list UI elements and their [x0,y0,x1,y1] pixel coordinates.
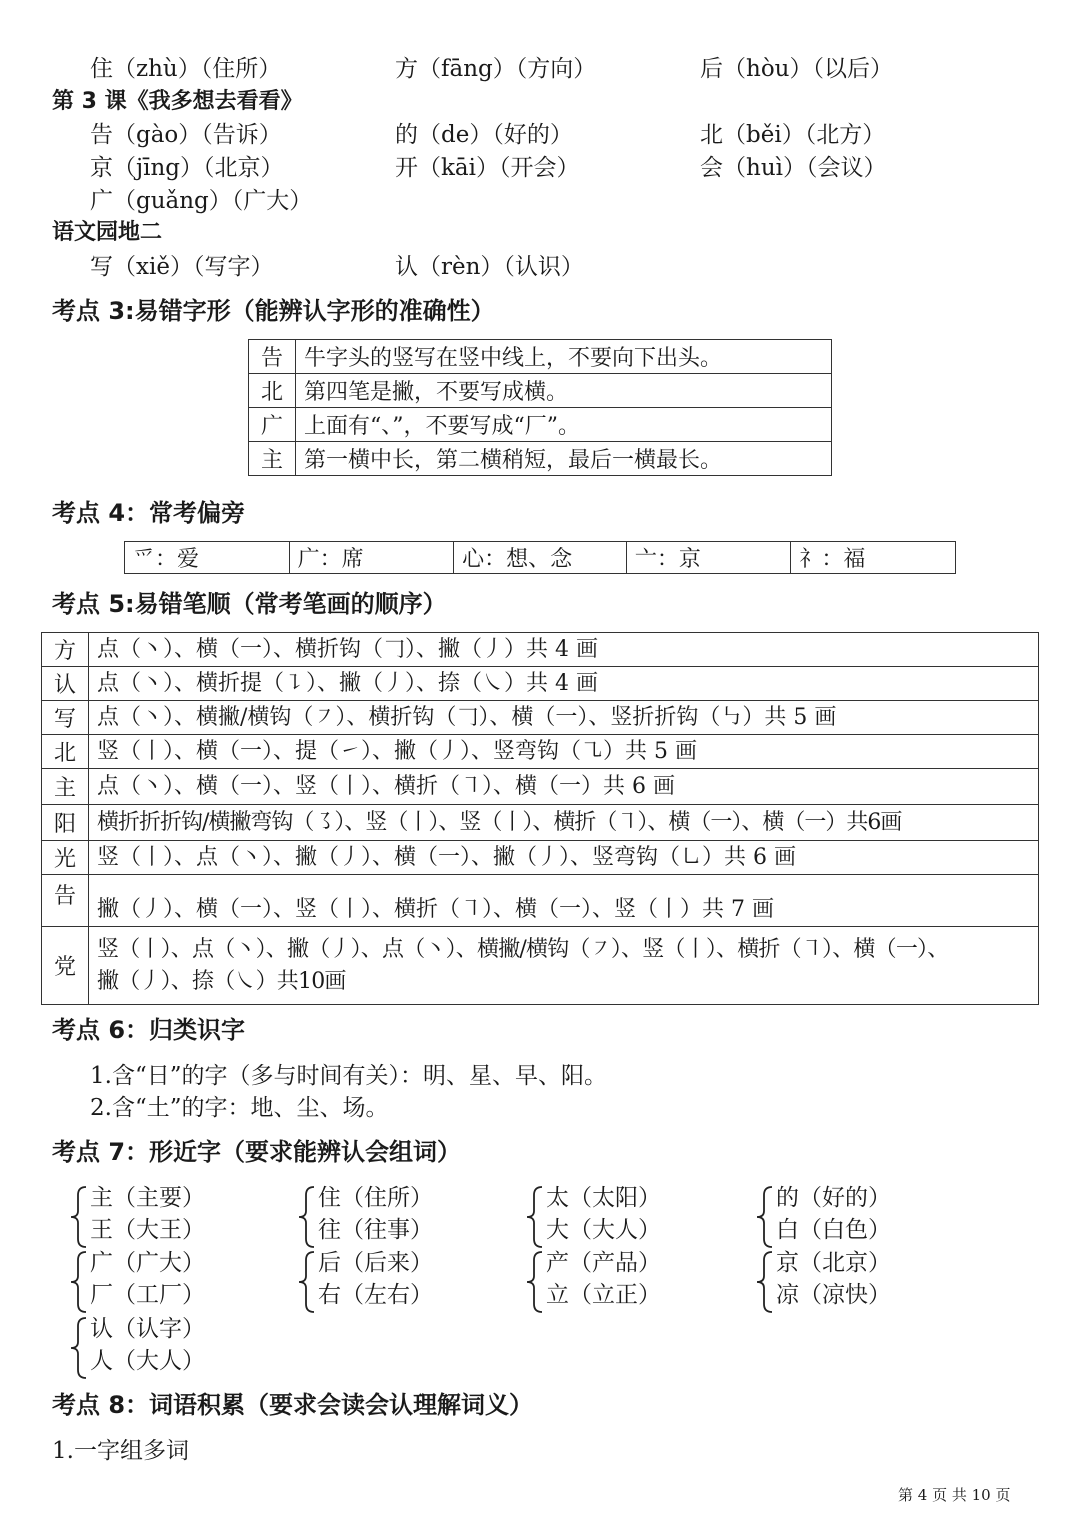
kd5-char: 告 [42,875,89,927]
kd5-stroke-line: 横折折折钩/横撇弯钩（㇌）、竖（丨）、竖（丨）、横折（㇕）、横（一）、横（一）共6画 [97,809,902,835]
kd5-table [41,632,1039,1005]
kd7-word: 广（广大） [90,1250,205,1276]
kd5-strokes [89,927,1039,1005]
lesson2-entry: 住（zhù）（住所） [90,56,282,82]
kd7-word: 白（白色） [776,1217,891,1243]
kd7-word: 立（立正） [546,1282,661,1308]
lesson3-entry: 北（běi）（北方） [700,122,886,148]
kd7-word: 右（左右） [318,1282,433,1308]
kd7-word: 后（后来） [318,1250,433,1276]
kd3-row [249,442,832,476]
kd4-cell: 亠：京 [626,542,791,574]
kd3-char: 告 [249,340,296,374]
kd4-cell: 广：席 [289,542,454,574]
kd7-word: 人（大人） [90,1348,205,1374]
kd5-row [42,667,1039,701]
brace-icon [524,1250,546,1314]
brace-icon [754,1250,776,1314]
kd5-stroke-line: 竖（丨）、横（一）、提（㇀）、撇（丿）、竖弯钩（㇈）共 5 画 [97,738,697,764]
kd7-word: 往（往事） [318,1217,433,1243]
kd3-row [249,374,832,408]
page-footer: 第 4 页 共 10 页 [898,1486,1011,1504]
lesson2-entry: 后（hòu）（以后） [700,56,893,82]
lesson3-title: 第 3 课《我多想去看看》 [52,89,303,114]
kd5-strokes [89,875,1039,927]
kd3-table [248,339,832,476]
kd7-title: 考点 7：形近字（要求能辨认会组词） [52,1138,462,1166]
kd5-strokes [89,735,1039,769]
kd5-stroke-line: 撇（丿）、捺（㇏）共10画 [97,968,346,994]
kd4-cell: 礻：福 [791,542,956,574]
kd5-char: 认 [42,667,89,701]
kd7-word: 太（太阳） [546,1185,661,1211]
kd3-note: 牛字头的竖写在竖中线上，不要向下出头。 [296,340,832,374]
kd7-word: 产（产品） [546,1250,661,1276]
kd5-row [42,769,1039,805]
kd3-note: 上面有“、”，不要写成“厂”。 [296,408,832,442]
brace-icon [68,1185,90,1249]
kd5-char: 光 [42,841,89,875]
kd3-note: 第一横中长，第二横稍短，最后一横最长。 [296,442,832,476]
kd5-row [42,701,1039,735]
kd7-word: 厂（工厂） [90,1282,205,1308]
kd3-char: 广 [249,408,296,442]
kd6-item-2: 2.含“土”的字：地、尘、场。 [90,1095,389,1121]
kd8-sub: 1.一字组多词 [52,1438,189,1464]
kd5-stroke-line: 竖（丨）、点（丶）、撇（丿）、横（一）、撇（丿）、竖弯钩（㇟）共 6 画 [97,844,796,870]
kd5-row [42,927,1039,1005]
kd5-row [42,875,1039,927]
lesson2-entry: 方（fāng）（方向） [395,56,597,82]
kd5-title: 考点 5:易错笔顺（常考笔画的顺序） [52,590,447,618]
kd5-stroke-line: 撇（丿）、横（一）、竖（丨）、横折（㇕）、横（一）、竖（丨）共 7 画 [97,897,774,922]
kd7-word: 认（认字） [90,1316,205,1342]
brace-icon [754,1185,776,1249]
kd4-table [124,541,956,574]
kd5-stroke-line: 竖（丨）、点（丶）、撇（丿）、点（丶）、横撇/横钩（㇇）、竖（丨）、横折（㇕）、横（一）、 [97,936,949,962]
lesson3-entry: 广（guǎng）（广大） [90,188,313,214]
kd5-char: 主 [42,769,89,805]
lesson3-entry: 会（huì）（会议） [700,155,887,181]
garden2-entry: 认（rèn）（认识） [395,254,584,280]
kd5-stroke-line: 点（丶）、横（一）、横折钩（𠃌）、撇（丿）共 4 画 [97,636,598,662]
kd5-row [42,633,1039,667]
kd3-char: 北 [249,374,296,408]
kd6-title: 考点 6：归类识字 [52,1016,246,1044]
kd7-word: 王（大王） [90,1217,205,1243]
kd5-stroke-line: 点（丶）、横撇/横钩（㇇）、横折钩（𠃌）、横（一）、竖折折钩（㇉）共 5 画 [97,704,837,730]
kd7-word: 主（主要） [90,1185,205,1211]
kd5-char: 北 [42,735,89,769]
kd7-word: 凉（凉快） [776,1282,891,1308]
brace-icon [296,1250,318,1314]
kd5-stroke-line: 点（丶）、横（一）、竖（丨）、横折（㇕）、横（一）共 6 画 [97,773,675,799]
brace-icon [68,1316,90,1380]
garden2-entry: 写（xiě）（写字） [90,254,274,280]
kd7-word: 住（住所） [318,1185,433,1211]
lesson3-entry: 京（jīng）（北京） [90,155,284,181]
kd5-char: 方 [42,633,89,667]
garden2-title: 语文园地二 [52,220,163,245]
kd5-strokes [89,667,1039,701]
lesson3-entry: 告（gào）（告诉） [90,122,282,148]
kd3-char: 主 [249,442,296,476]
kd7-word: 的（好的） [776,1185,891,1211]
kd5-strokes [89,769,1039,805]
kd5-char: 写 [42,701,89,735]
brace-icon [296,1185,318,1249]
kd5-char: 阳 [42,805,89,841]
kd5-strokes [89,633,1039,667]
kd4-cell: 爫：爱 [125,542,290,574]
kd3-title: 考点 3:易错字形（能辨认字形的准确性） [52,297,495,325]
kd6-item-1: 1.含“日”的字（多与时间有关）：明、星、早、阳。 [90,1063,607,1089]
kd4-title: 考点 4：常考偏旁 [52,499,246,527]
kd4-cell: 心：想、念 [454,542,627,574]
brace-icon [524,1185,546,1249]
kd5-strokes [89,701,1039,735]
kd5-char: 党 [42,927,89,1005]
kd5-row [42,805,1039,841]
kd7-word: 京（北京） [776,1250,891,1276]
kd5-strokes [89,841,1039,875]
kd5-row [42,841,1039,875]
kd5-strokes [89,805,1039,841]
kd5-row [42,735,1039,769]
kd3-row [249,408,832,442]
lesson3-entry: 开（kāi）（开会） [395,155,580,181]
kd3-row [249,340,832,374]
brace-icon [68,1250,90,1314]
lesson3-entry: 的（de）（好的） [395,122,573,148]
kd8-title: 考点 8：词语积累（要求会读会认理解词义） [52,1391,534,1419]
kd5-stroke-line: 点（丶）、横折提（㇊）、撇（丿）、捺（㇏）共 4 画 [97,670,598,696]
kd7-word: 大（大人） [546,1217,661,1243]
kd3-note: 第四笔是撇，不要写成横。 [296,374,832,408]
